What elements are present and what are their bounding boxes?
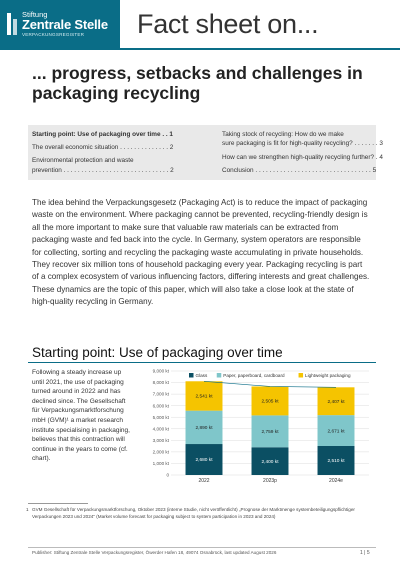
y-tick-label: 9,000 kt (152, 368, 169, 374)
section-paragraph: Following a steady increase up until 2021, the use of packaging turned around in 2022 and has declined since. The Gesellschaft für Verpackungsmarktforschung mbH (GVM)¹ a market research institute specialising in packaging, believes that this contraction will continue in the years to come (cf. chart). (32, 369, 130, 463)
y-tick-label: 1,000 kt (152, 461, 169, 467)
legend-swatch (189, 373, 194, 378)
footer-divider (28, 547, 376, 548)
legend-label: Glass (195, 373, 208, 378)
data-label: 2,400 kt (261, 459, 279, 465)
y-tick-label: 8,000 kt (152, 380, 169, 386)
header-title: Fact sheet on... (137, 9, 319, 39)
y-tick-label: 7,000 kt (152, 391, 169, 397)
page-number: 1 | 5 (360, 550, 370, 556)
footnote-divider (28, 503, 88, 504)
toc-item[interactable]: sure packaging is fit for high-quality recycling? . . . . . . . 3 (222, 140, 383, 147)
data-label: 2,671 kt (327, 429, 345, 435)
legend-label: Paper, paperboard, cardboard (223, 373, 285, 378)
logo-line-3: VERPACKUNGSREGISTER (22, 32, 85, 37)
toc-item[interactable]: Environmental protection and waste (32, 157, 134, 164)
packaging-chart (143, 365, 374, 485)
section-divider (28, 362, 376, 363)
y-tick-label: 5,000 kt (152, 414, 169, 420)
data-label: 2,505 kt (261, 399, 279, 405)
logo-line-1: Stiftung (22, 10, 48, 19)
toc-item[interactable]: How can we strengthen high-quality recycling further? . 4 (222, 154, 383, 161)
toc-item[interactable]: Starting point: Use of packaging over time . . 1 (32, 131, 173, 138)
table-of-contents (28, 125, 383, 180)
toc-item[interactable]: Taking stock of recycling: How do we make (222, 131, 344, 138)
y-tick-label: 3,000 kt (152, 437, 169, 443)
data-label: 2,510 kt (327, 459, 345, 465)
x-tick-label: 2024e (329, 478, 343, 484)
toc-item[interactable]: Conclusion . . . . . . . . . . . . . . . . . . . . . . . . . . . . . . . . . 5 (222, 167, 377, 174)
trend-line (204, 381, 336, 387)
logo-line-2: Zentrale Stelle (22, 17, 108, 32)
page-title: ... progress, setbacks and challenges in packaging recycling (32, 63, 363, 103)
data-label: 2,541 kt (195, 394, 213, 400)
footnote-text: GVM Gesellschaft für Verpackungsmarktforschung, Oktober 2023 (interne Studie, nicht veröffentlicht) „Prognose der Marktmenge systembeteiligungspflichtiger Verpackungen 2023 und 2024" (Market volume forecast for packaging subject to system participation in 2023 and 2024) (32, 507, 355, 519)
toc-item[interactable]: prevention . . . . . . . . . . . . . . . . . . . . . . . . . . . . . . 2 (32, 167, 174, 174)
data-label: 2,680 kt (195, 458, 213, 464)
header-divider (0, 48, 400, 50)
intro-paragraph: The idea behind the Verpackungsgesetz (Packaging Act) is to reduce the impact of packaging waste on the environment. Where packaging cannot be prevented, recycling-friendly design is all the more important to make sure that valuable raw materials can be extracted from packaging waste and fed back into the cycle. In Germany, system operators are responsible for collecting, sorting and recycling the packaging waste accumulating in private households. They recover six million tons of household packaging every year. Packaging recycling is part of a complex ecosystem of various influencing factors, differing interests and great challenges. These dynamics are the topic of this paper, which will also take a close look at the state of high-quality recycling in Germany. (32, 198, 370, 307)
legend-label: Lightweight packaging (305, 373, 351, 378)
toc-item[interactable]: The overall economic situation . . . . . . . . . . . . . . 2 (32, 144, 174, 151)
data-label: 2,759 kt (261, 430, 279, 436)
y-tick-label: 4,000 kt (152, 426, 169, 432)
footnote-number: 1 (26, 507, 29, 512)
y-tick-label: 2,000 kt (152, 449, 169, 455)
section-heading: Starting point: Use of packaging over time (32, 345, 283, 360)
x-tick-label: 2023p (263, 478, 277, 484)
y-tick-label: 6,000 kt (152, 403, 169, 409)
footer-publisher: Publisher: Stiftung Zentrale Stelle Verpackungsregister, Öwerder Hafen 18, 49074 Osnabrück, last updated August 2026 (32, 550, 277, 555)
y-tick-label: 0 (166, 472, 169, 478)
data-label: 2,407 kt (327, 399, 345, 405)
legend-swatch (217, 373, 222, 378)
logo-icon (6, 11, 20, 37)
data-label: 2,890 kt (195, 426, 213, 432)
legend-swatch (299, 373, 304, 378)
footnote (26, 507, 377, 520)
x-tick-label: 2022 (198, 478, 210, 484)
